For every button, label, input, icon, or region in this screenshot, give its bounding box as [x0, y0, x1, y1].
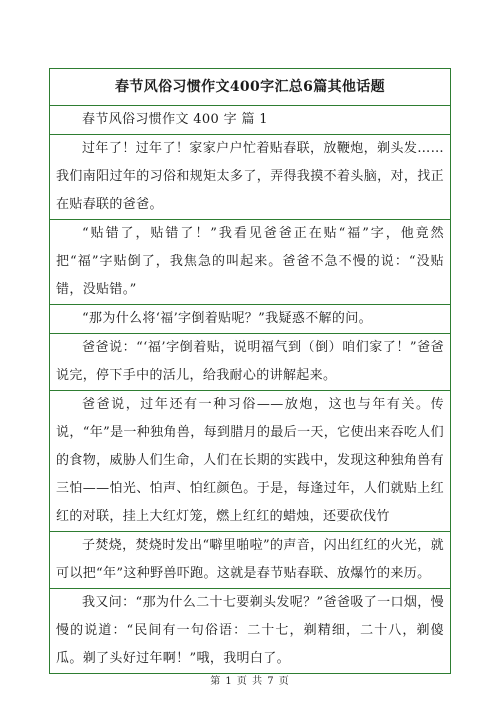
paragraph-1: 过年了！过年了！家家户户忙着贴春联，放鞭炮，剃头发……我们南阳过年的习俗和规矩太多了，弄得我摸不着头脑，对，找正在贴春联的爸爸。 [50, 135, 450, 220]
paragraph-7: 我又问：“那为什么二十七要剃头发呢？”爸爸吸了一口烟，慢慢的说道：“民间有一句俗语：二十七，剃精细，二十八，剃傻瓜。剃了头好过年啊！”哦，我明白了。 [56, 595, 444, 666]
article-heading: 春节风俗习惯作文 400 字 篇 1 [50, 106, 450, 135]
document-table [49, 68, 451, 674]
page-number: 第 1 页 共 7 页 [210, 676, 290, 687]
document-title: 春节风俗习惯作文400字汇总6篇其他话题 [50, 69, 450, 106]
paragraph-4: 爸爸说：“‘福’字倒着贴，说明福气到（倒）咱们家了！”爸爸说完，停下手中的活儿，给我耐心的讲解起来。 [50, 334, 450, 391]
paragraph-5: 爸爸说，过年还有一种习俗——放炮，这也与年有关。传说，“年”是一种独角兽，每到腊月的最后一天，它使出来吞吃人们的食物，威胁人们生命，人们在长期的实践中，发现这种独角兽有三怕——怕光、怕声、怕红颜色。于是，每逢过年，人们就贴上红红的对联，挂上大红灯笼，燃上红红的蜡烛，还要砍伐竹 [50, 391, 450, 532]
paragraph-3: “那为什么将‘福’字倒着贴呢？”我疑惑不解的问。 [50, 305, 450, 334]
paragraph-6: 子焚烧，焚烧时发出“噼里啪啦”的声音，闪出红红的火光，就可以把“年”这种野兽吓跑。这就是春节贴春联、放爆竹的来历。 [50, 532, 450, 589]
paragraph-2: “贴错了，贴错了！”我看见爸爸正在贴“福”字，他竟然把“福”字贴倒了，我焦急的叫起来。爸爸不急不慢的说：“没贴错，没贴错。” [50, 220, 450, 305]
